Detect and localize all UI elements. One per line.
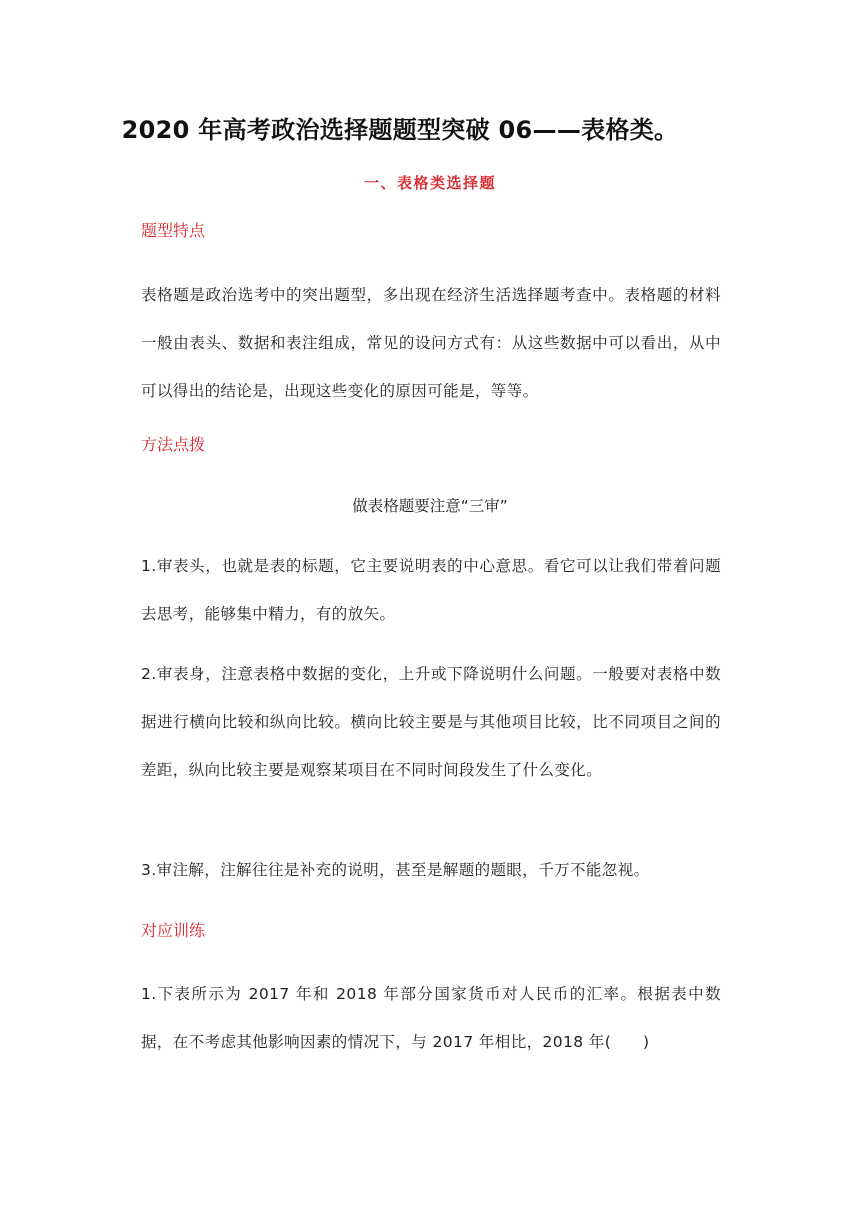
method-item-2: 2.审表身，注意表格中数据的变化，上升或下降说明什么问题。一般要对表格中数据进行横向比较和纵向比较。横向比较主要是与其他项目比较，比不同项目之间的差距，纵向比较主要是观察某项目在不同时间段发生了什么变化。 (141, 665, 721, 779)
method-item-3: 3.审注解，注解往往是补充的说明，甚至是解题的题眼，千万不能忽视。 (141, 861, 650, 879)
training-heading: 对应训练 (141, 921, 206, 940)
features-paragraph: 表格题是政治选考中的突出题型，多出现在经济生活选择题考查中。表格题的材料一般由表头、数据和表注组成，常见的设问方式有：从这些数据中可以看出，从中可以得出的结论是，出现这些变化的原因可能是，等等。 (141, 286, 721, 400)
method-heading: 方法点拨 (141, 435, 206, 454)
method-item-1: 1.审表头，也就是表的标题，它主要说明表的中心意思。看它可以让我们带着问题去思考，能够集中精力，有的放矢。 (141, 557, 721, 623)
features-heading: 题型特点 (141, 221, 206, 240)
section-heading: 一、表格类选择题 (363, 174, 496, 192)
training-question: 1.下表所示为 2017 年和 2018 年部分国家货币对人民币的汇率。根据表中数据，在不考虑其他影响因素的情况下，与 2017 年相比，2018 年( ) (141, 985, 721, 1051)
document-title: 2020 年高考政治选择题题型突破 06——表格类。 (121, 116, 679, 144)
method-intro: 做表格题要注意“三审” (352, 497, 508, 515)
